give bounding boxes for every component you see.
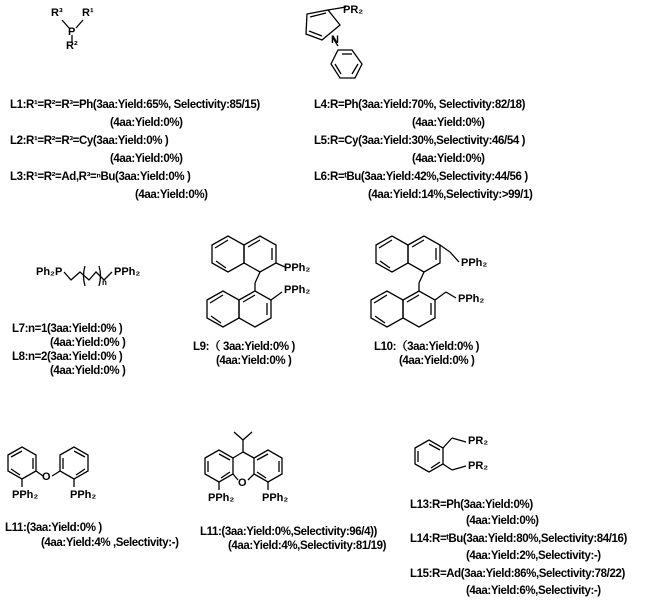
caption-l15-line1: L15:R=Ad(3aa:Yield:86%,Selectivity:78/22) [410,568,625,580]
caption-l15-line2: (4aa:Yield:6%,Selectivity:-) [466,585,601,597]
caption-l3-line2: (4aa:Yield:0%) [135,189,208,201]
atom-pph2-xantphos-right: PPh₂ [262,492,289,504]
caption-l11a-line1: L11:(3aa:Yield:0% ) [5,522,102,534]
atom-r2: R² [66,40,78,52]
atom-o-dpephos: O [42,471,51,483]
caption-l13-line1: L13:R=Ph(3aa:Yield:0%) [410,499,533,511]
caption-l7-line1: L7:n=1(3aa:Yield:0% ) [12,323,123,335]
atom-pph2-binap-bottom: PPh₂ [284,284,311,296]
caption-l9-line1: L9:（ 3aa:Yield:0% ) [193,341,295,353]
caption-l5-line2: (4aa:Yield:0%) [412,153,485,165]
caption-l4-line2: (4aa:Yield:0%) [412,117,485,129]
o-xylylene-bisphosphine-structure [415,438,466,472]
caption-l4-line1: L4:R=Ph(3aa:Yield:70%, Selectivity:82/18) [314,99,526,111]
caption-l8-line2: (4aa:Yield:0% ) [50,365,126,377]
caption-l6-line1: L6:R=ᵗBu(3aa:Yield:42%,Selectivity:44/56 ) [314,171,528,183]
caption-l11b-line1: L11:(3aa:Yield:0%,Selectivity:96/4)) [200,526,377,538]
caption-l1-line1: L1:R¹=R²=R³=Ph(3aa:Yield:65%, Selectivity:85/15) [10,99,260,111]
binaphthyl-bis-methylphosphine-structure [371,236,459,327]
caption-l8-line1: L8:n=2(3aa:Yield:0% ) [12,351,123,363]
binap-structure [207,236,285,327]
atom-pph2-dpephos-left: PPh₂ [12,489,39,501]
caption-l11b-line2: (4aa:Yield:4%,Selectivity:81/19) [228,540,387,552]
caption-l9-line2: (4aa:Yield:0% ) [216,355,292,367]
atom-p: P [68,26,76,38]
caption-l10-line1: L10:（3aa:Yield:0% ) [374,341,480,353]
caption-l11a-line2: (4aa:Yield:4% ,Selectivity:-) [41,537,179,549]
atom-pr2-pyrrole: PR₂ [343,4,364,16]
atom-pph2-chain: PPh₂ [114,266,141,278]
atom-pph2-l10-bottom: PPh₂ [458,293,485,305]
atom-n-index: n [102,278,107,287]
atom-pph2-binap-top: PPh₂ [284,262,311,274]
atom-pph2-xantphos-left: PPh₂ [208,492,235,504]
caption-l13-line2: (4aa:Yield:0%) [466,515,539,527]
caption-l3-line1: L3:R¹=R²=Ad,R³=ⁿBu(3aa:Yield:0% ) [10,171,191,183]
atom-r1: R¹ [82,7,94,19]
caption-l1-line2: (4aa:Yield:0%) [110,117,183,129]
caption-l14-line2: (4aa:Yield:2%,Selectivity:-) [466,550,601,562]
caption-l6-line2: (4aa:Yield:14%,Selectivity:>99/1) [368,189,533,201]
atom-n: N [331,34,339,46]
atom-pr2-xylyl-top: PR₂ [468,435,489,447]
atom-ph2p: Ph₂P [36,266,63,278]
atom-pr2-xylyl-bottom: PR₂ [468,460,489,472]
atom-pph2-l10-top: PPh₂ [461,257,488,269]
caption-l5-line1: L5:R=Cy(3aa:Yield:30%,Selectivity:46/54 ) [314,135,526,147]
caption-l7-line2: (4aa:Yield:0% ) [50,337,126,349]
atom-pph2-dpephos-right: PPh₂ [70,489,97,501]
caption-l14-line1: L14:R=ᵗBu(3aa:Yield:80%,Selectivity:84/16) [410,533,627,545]
caption-l2-line2: (4aa:Yield:0%) [110,153,183,165]
atom-r3: R³ [51,7,63,19]
caption-l2-line1: L2:R¹=R²=R³=Cy(3aa:Yield:0% ) [10,135,169,147]
caption-l10-line2: (4aa:Yield:0% ) [399,355,475,367]
atom-o-xantphos: O [238,477,247,489]
